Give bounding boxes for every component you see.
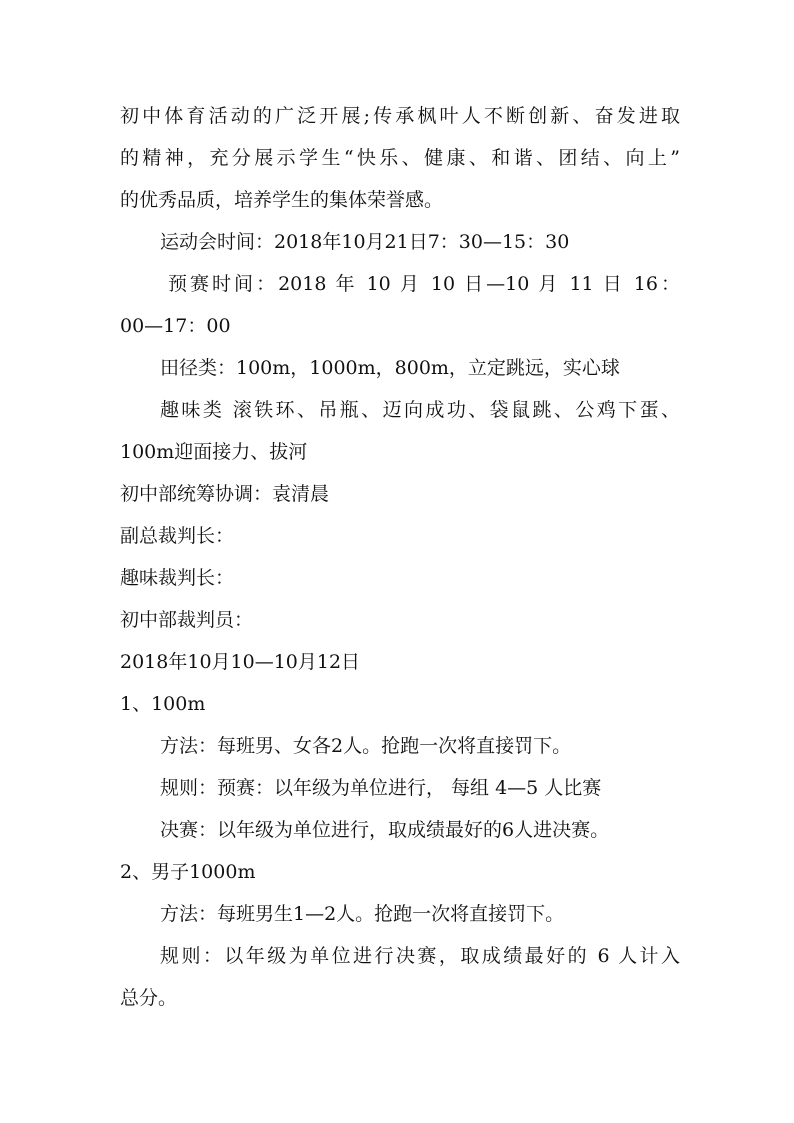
- track-field-events: 田径类：100m，1000m，800m，立定跳远，实心球: [160, 357, 620, 379]
- fun-chief-referee-line: 趣味裁判长：: [120, 567, 235, 589]
- coordinator-line: 初中部统筹协调：袁清晨: [120, 483, 330, 505]
- prelim-time-continued: 00—17：00: [120, 315, 231, 337]
- event-heading-1000m: 2、男子1000m: [120, 861, 256, 883]
- referees-line: 初中部裁判员：: [120, 609, 254, 631]
- rules-1000m: 规则：以年级为单位进行决赛，取成绩最好的 6 人计入: [160, 945, 680, 967]
- method-1000m: 方法：每班男生1—2人。抢跑一次将直接罚下。: [160, 903, 565, 925]
- prelim-time-line: 预赛时间：2018 年 10 月 10 日—10 月 11 日 16：: [168, 273, 680, 295]
- method-100m: 方法：每班男、女各2人。抢跑一次将直接罚下。: [160, 735, 572, 757]
- date-range-line: 2018年10月10—10月12日: [120, 651, 361, 673]
- rules-100m-prelim: 规则：预赛：以年级为单位进行， 每组 4—5 人比赛: [160, 777, 602, 799]
- fun-events-line: 趣味类 滚铁环、吊瓶、迈向成功、袋鼠跳、公鸡下蛋、: [160, 399, 680, 421]
- paragraph-line-1: 初中体育活动的广泛开展;传承枫叶人不断创新、奋发进取: [120, 105, 680, 127]
- fun-events-continued: 100m迎面接力、拔河: [120, 441, 308, 463]
- paragraph-line-3: 的优秀品质，培养学生的集体荣誉感。: [120, 189, 444, 211]
- rules-100m-final: 决赛：以年级为单位进行，取成绩最好的6人进决赛。: [160, 819, 610, 841]
- rules-1000m-continued: 总分。: [120, 987, 178, 1009]
- event-heading-100m: 1、100m: [120, 693, 206, 715]
- meet-time-line: 运动会时间：2018年10月21日7：30—15：30: [160, 231, 570, 253]
- deputy-chief-referee-line: 副总裁判长：: [120, 525, 235, 547]
- paragraph-line-2: 的精神，充分展示学生“快乐、健康、和谐、团结、向上”: [120, 147, 680, 169]
